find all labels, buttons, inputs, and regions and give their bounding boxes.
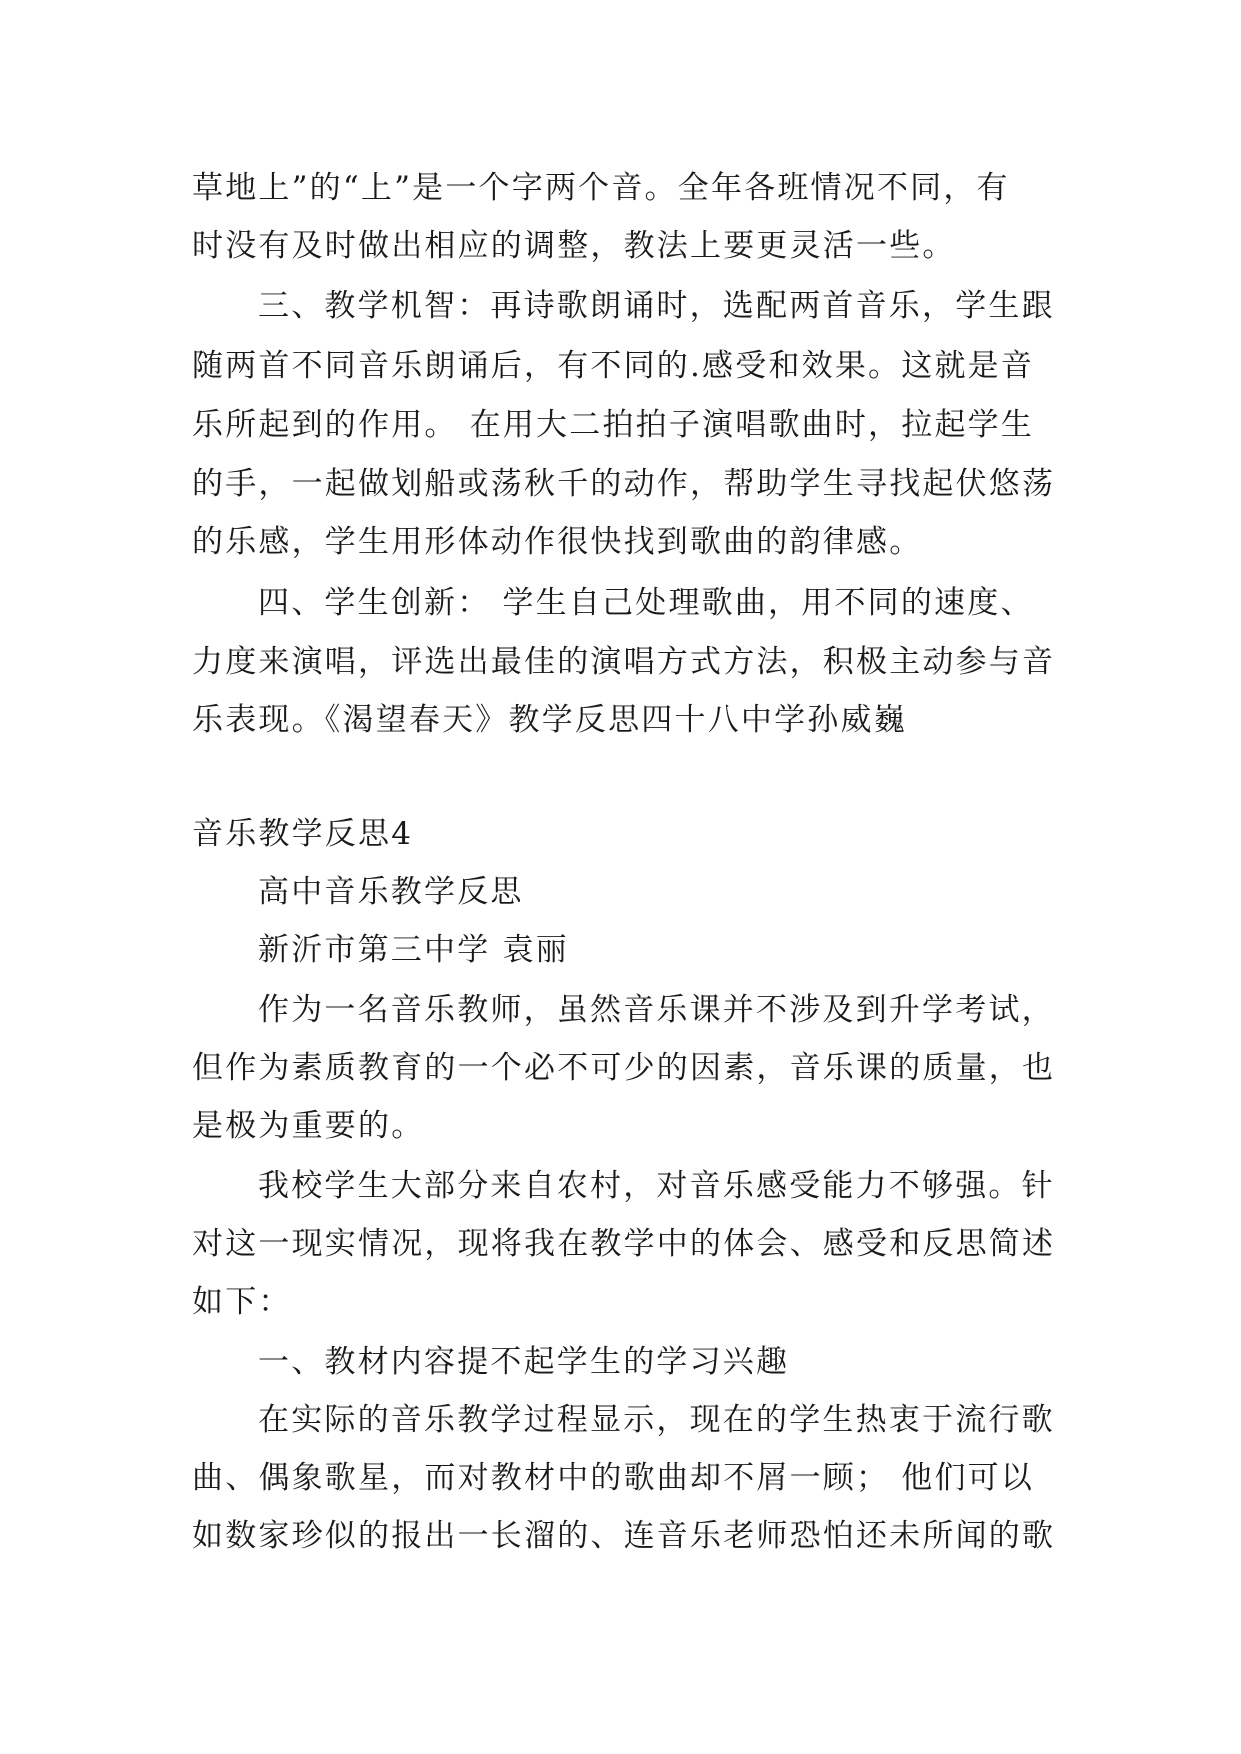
section-heading-3: 三、教学机智：再诗歌朗诵时，选配两首音乐，学生跟 <box>258 288 1055 324</box>
text-line: 时没有及时做出相应的调整，教法上要更灵活一些。 <box>192 228 956 264</box>
text-line: 我校学生大部分来自农村，对音乐感受能力不够强。针 <box>258 1168 1055 1204</box>
text-line: 乐所起到的作用。 在用大二拍拍子演唱歌曲时，拉起学生 <box>192 407 1035 443</box>
text-line: 的乐感，学生用形体动作很快找到歌曲的韵律感。 <box>192 524 923 560</box>
text-line: 力度来演唱，评选出最佳的演唱方式方法，积极主动参与音 <box>192 644 1056 680</box>
text-line: 的手，一起做划船或荡秋千的动作，帮助学生寻找起伏悠荡 <box>192 466 1056 502</box>
text-line: 作为一名音乐教师，虽然音乐课并不涉及到升学考试， <box>258 992 1055 1028</box>
section-heading-1: 一、教材内容提不起学生的学习兴趣 <box>258 1344 790 1380</box>
text-line: 随两首不同音乐朗诵后，有不同的.感受和效果。这就是音 <box>192 348 1035 384</box>
text-line: 草地上”的“上”是一个字两个音。全年各班情况不同，有 <box>192 170 1010 206</box>
author-line: 新沂市第三中学 袁丽 <box>258 932 569 968</box>
text-line: 如下： <box>192 1284 292 1320</box>
text-line: 乐表现。《渴望春天》教学反思四十八中学孙威巍 <box>192 702 907 738</box>
subtitle: 高中音乐教学反思 <box>258 874 524 910</box>
article-title: 音乐教学反思4 <box>192 816 414 852</box>
text-line: 但作为素质教育的一个必不可少的因素，音乐课的质量，也 <box>192 1050 1056 1086</box>
text-line: 是极为重要的。 <box>192 1108 425 1144</box>
section-heading-4: 四、学生创新： 学生自己处理歌曲，用不同的速度、 <box>258 585 1034 621</box>
text-line: 在实际的音乐教学过程显示，现在的学生热衷于流行歌 <box>258 1402 1055 1438</box>
text-line: 如数家珍似的报出一长溜的、连音乐老师恐怕还未所闻的歌 <box>192 1518 1056 1554</box>
text-line: 对这一现实情况，现将我在教学中的体会、感受和反思简述 <box>192 1226 1056 1262</box>
text-line: 曲、偶象歌星，而对教材中的歌曲却不屑一顾； 他们可以 <box>192 1460 1035 1496</box>
